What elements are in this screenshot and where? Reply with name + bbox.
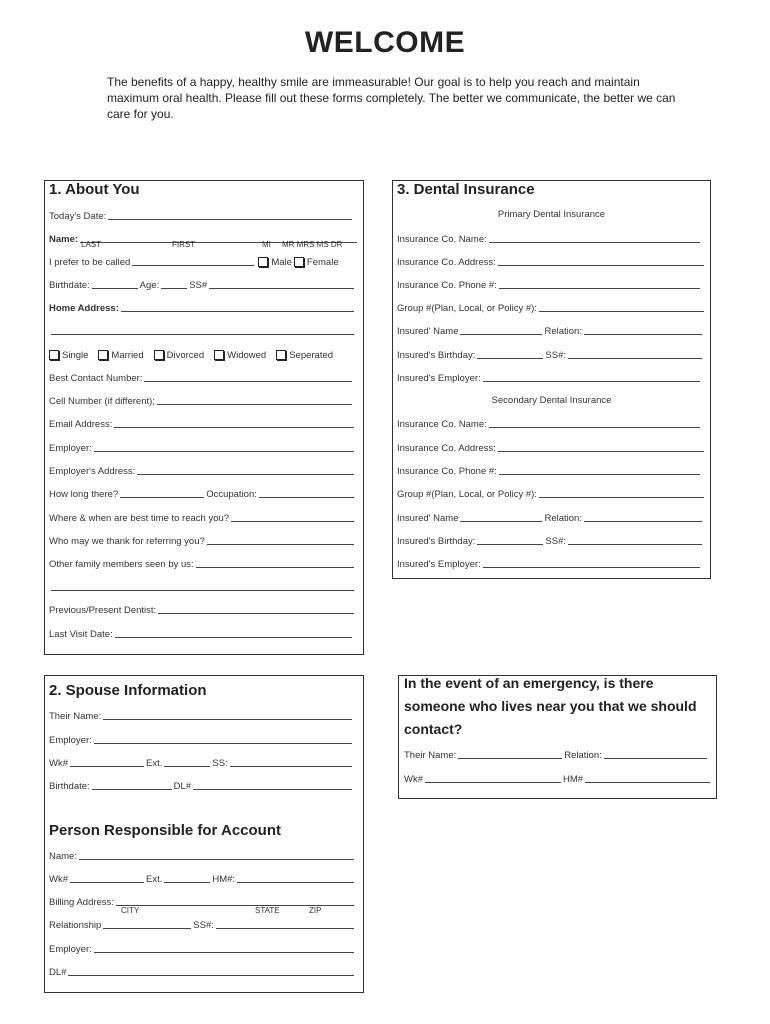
separated-checkbox[interactable]	[276, 350, 333, 361]
hm-label: HM#:	[212, 874, 236, 885]
relation-label: Relation:	[544, 326, 582, 337]
name-label: Name:	[49, 851, 77, 862]
billing-label: Billing Address:	[49, 897, 114, 908]
widowed-label: Widowed	[227, 350, 267, 361]
insured-birthday-label: Insured's Birthday:	[397, 350, 476, 361]
home-address-label: Home Address:	[49, 303, 119, 314]
employer-address-label: Employer's Address:	[49, 466, 136, 477]
birthdate-label: Birthdate:	[49, 280, 90, 291]
family-members-field[interactable]	[49, 556, 356, 570]
spouse-employer-field[interactable]	[49, 732, 354, 746]
todays-date-label: Today's Date:	[49, 211, 107, 222]
spouse-birthdate-row[interactable]	[49, 778, 354, 792]
emergency-phone-row[interactable]	[404, 771, 712, 785]
relationship-label: Relationship	[49, 920, 102, 931]
checkbox-icon	[214, 350, 224, 360]
ext-label: Ext.	[146, 758, 163, 769]
single-checkbox[interactable]	[49, 350, 88, 361]
last-visit-label: Last Visit Date:	[49, 629, 113, 640]
ss-label: SS:	[212, 758, 228, 769]
co-phone-label: Insurance Co. Phone #:	[397, 280, 497, 291]
checkbox-icon	[294, 257, 304, 267]
wk-label: Wk#	[404, 774, 423, 785]
checkbox-icon	[258, 257, 268, 267]
secondary-insured-birthday-row[interactable]	[397, 533, 704, 547]
about-you-title: 1. About You	[49, 181, 140, 198]
checkbox-icon	[98, 350, 108, 360]
cell-number-field[interactable]	[49, 393, 354, 407]
responsible-name-field[interactable]	[49, 848, 356, 862]
secondary-insured-name-row[interactable]	[397, 510, 704, 524]
employer-address-field[interactable]	[49, 463, 356, 477]
referring-field[interactable]	[49, 533, 356, 547]
name-first-sublabel: FIRST	[172, 240, 196, 249]
primary-group-field[interactable]	[397, 300, 706, 314]
divorced-label: Divorced	[166, 350, 205, 361]
home-address-line2[interactable]	[49, 323, 356, 337]
group-label: Group #(Plan, Local, or Policy #):	[397, 489, 537, 500]
name-titles-sublabel: MR MRS MS DR	[282, 240, 343, 249]
relation-label: Relation:	[564, 750, 602, 761]
responsible-phone-row[interactable]	[49, 871, 356, 885]
emergency-title: In the event of an emergency, is there someone who lives near you that we should contact?	[404, 675, 697, 737]
name-label: Name:	[49, 234, 79, 245]
previous-dentist-field[interactable]	[49, 602, 356, 616]
cell-label: Cell Number (if different);	[49, 396, 155, 407]
family-members-line2[interactable]	[49, 579, 356, 593]
todays-date-field[interactable]	[49, 208, 354, 222]
employer-label: Employer:	[49, 443, 92, 454]
billing-zip-sublabel: ZIP	[309, 906, 322, 915]
co-address-label: Insurance Co. Address:	[397, 257, 496, 268]
secondary-co-phone-field[interactable]	[397, 463, 702, 477]
birthdate-label: Birthdate:	[49, 781, 90, 792]
their-name-label: Their Name:	[49, 711, 102, 722]
reach-label: Where & when are best time to reach you?	[49, 513, 230, 524]
responsible-employer-field[interactable]	[49, 941, 356, 955]
billing-state-sublabel: STATE	[255, 906, 280, 915]
preferred-name-field[interactable]	[49, 254, 354, 268]
wk-label: Wk#	[49, 874, 68, 885]
secondary-co-name-field[interactable]	[397, 416, 702, 430]
single-label: Single	[62, 350, 89, 361]
secondary-insurance-heading: Secondary Dental Insurance	[491, 395, 612, 406]
best-contact-label: Best Contact Number:	[49, 373, 143, 384]
how-long-label: How long there?	[49, 489, 119, 500]
female-label: Female	[306, 257, 339, 268]
insured-name-label: Insured' Name	[397, 326, 459, 337]
name-mi-sublabel: MI	[262, 240, 271, 249]
widowed-checkbox[interactable]	[214, 350, 266, 361]
dental-insurance-title: 3. Dental Insurance	[397, 181, 535, 198]
insured-employer-label: Insured's Employer:	[397, 559, 481, 570]
ext-label: Ext.	[146, 874, 163, 885]
checkbox-icon	[154, 350, 164, 360]
dl-label: DL#	[49, 967, 67, 978]
page-title: WELCOME	[304, 26, 466, 59]
divorced-checkbox[interactable]	[154, 350, 205, 361]
ss-label: SS#	[189, 280, 208, 291]
checkbox-icon	[276, 350, 286, 360]
checkbox-icon	[49, 350, 59, 360]
marital-status-row	[49, 347, 356, 361]
employer-label: Employer:	[49, 944, 92, 955]
male-label: Male	[271, 257, 292, 268]
ss-label: SS#:	[193, 920, 214, 931]
separated-label: Seperated	[289, 350, 334, 361]
group-label: Group #(Plan, Local, or Policy #):	[397, 303, 537, 314]
responsible-dl-field[interactable]	[49, 964, 356, 978]
their-name-label: Their Name:	[404, 750, 457, 761]
dentist-label: Previous/Present Dentist:	[49, 605, 157, 616]
emergency-name-row[interactable]	[404, 747, 709, 761]
employer-label: Employer:	[49, 735, 92, 746]
billing-city-sublabel: CITY	[121, 906, 140, 915]
secondary-insured-employer-field[interactable]	[397, 556, 702, 570]
referring-label: Who may we thank for referring you?	[49, 536, 205, 547]
email-field[interactable]	[49, 416, 356, 430]
how-long-row[interactable]	[49, 486, 356, 500]
wk-label: Wk#	[49, 758, 68, 769]
age-label: Age:	[139, 280, 160, 291]
name-last-sublabel: LAST	[81, 240, 102, 249]
co-name-label: Insurance Co. Name:	[397, 234, 487, 245]
secondary-co-address-field[interactable]	[397, 440, 706, 454]
last-visit-field[interactable]	[49, 626, 354, 640]
relationship-row[interactable]	[49, 917, 356, 931]
co-address-label: Insurance Co. Address:	[397, 443, 496, 454]
primary-insured-employer-field[interactable]	[397, 370, 702, 384]
insured-birthday-label: Insured's Birthday:	[397, 536, 476, 547]
primary-co-name-field[interactable]	[397, 231, 702, 245]
spouse-phone-row[interactable]	[49, 755, 354, 769]
reach-field[interactable]	[49, 510, 356, 524]
dl-label: DL#	[173, 781, 192, 792]
spouse-name-field[interactable]	[49, 708, 354, 722]
ss-label: SS#:	[545, 350, 566, 361]
primary-co-phone-field[interactable]	[397, 277, 702, 291]
co-phone-label: Insurance Co. Phone #:	[397, 466, 497, 477]
married-checkbox[interactable]	[98, 350, 143, 361]
family-label: Other family members seen by us:	[49, 559, 194, 570]
hm-label: HM#	[563, 774, 584, 785]
email-label: Email Address:	[49, 419, 113, 430]
female-checkbox[interactable]	[294, 257, 339, 268]
primary-insured-birthday-row[interactable]	[397, 347, 704, 361]
co-name-label: Insurance Co. Name:	[397, 419, 487, 430]
primary-insured-name-row[interactable]	[397, 323, 704, 337]
relation-label: Relation:	[544, 513, 582, 524]
spouse-title: 2. Spouse Information	[49, 682, 207, 699]
primary-insurance-heading: Primary Dental Insurance	[497, 209, 606, 220]
primary-co-address-field[interactable]	[397, 254, 706, 268]
insured-name-label: Insured' Name	[397, 513, 459, 524]
responsible-title: Person Responsible for Account	[49, 822, 281, 839]
male-checkbox[interactable]	[258, 257, 292, 268]
prefer-label: I prefer to be called	[49, 257, 131, 268]
employer-field[interactable]	[49, 440, 356, 454]
intro-text: The benefits of a happy, healthy smile are immeasurable! Our goal is to help you reach and maintain maximum oral health. Please fill out these forms completely. The better we communicate, the better we can care for you.	[107, 75, 676, 121]
insured-employer-label: Insured's Employer:	[397, 373, 481, 384]
best-contact-field[interactable]	[49, 370, 354, 384]
ss-label: SS#:	[545, 536, 566, 547]
birthdate-row[interactable]	[49, 277, 356, 291]
married-label: Married	[111, 350, 144, 361]
home-address-field[interactable]	[49, 300, 356, 314]
occupation-label: Occupation:	[206, 489, 257, 500]
secondary-group-field[interactable]	[397, 486, 706, 500]
